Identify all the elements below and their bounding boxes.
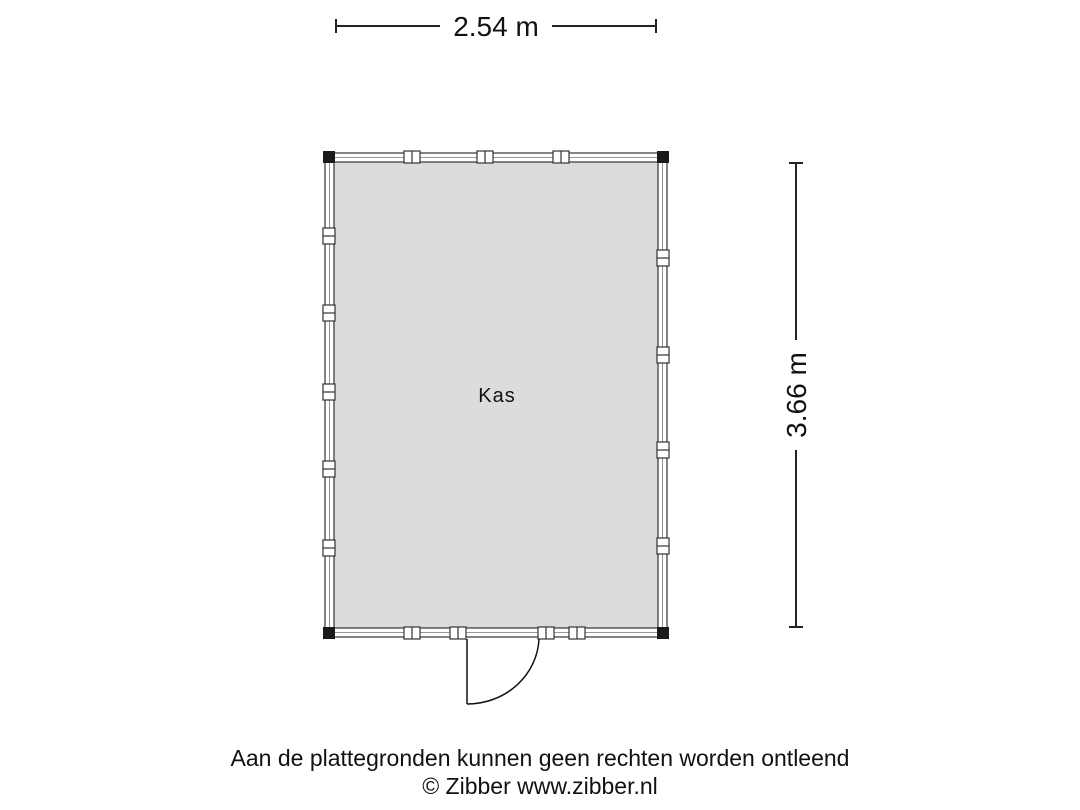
room-label: Kas	[478, 385, 516, 407]
width-label: 2.54 m	[453, 11, 539, 42]
width-dimension	[336, 11, 656, 42]
door-swing-icon	[467, 639, 539, 704]
disclaimer-text: Aan de plattegronden kunnen geen rechten worden ontleend	[230, 745, 850, 771]
height-dimension	[781, 163, 812, 627]
copyright-text: © Zibber www.zibber.nl	[422, 773, 658, 799]
height-label: 3.66 m	[781, 352, 812, 438]
